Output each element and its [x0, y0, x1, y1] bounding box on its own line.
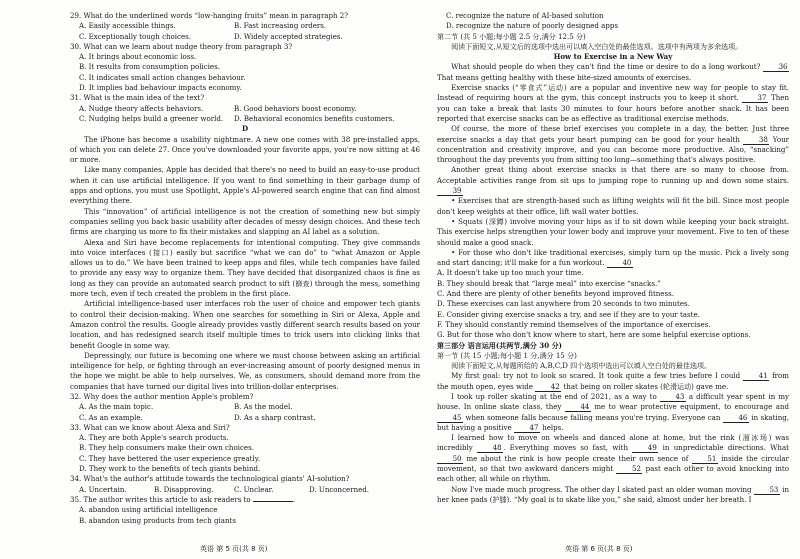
option: D. Unconcerned. — [309, 484, 370, 494]
option: E. Consider giving exercise snacks a try, and see if they are to your taste. — [437, 309, 700, 319]
question-34: 34. What's the author's attitude towards the technological giants' AI-solution? — [70, 474, 350, 484]
option: A. Uncertain. — [79, 484, 127, 494]
passage-text: in unpredictable directions. What — [662, 443, 790, 453]
blank-49: 49 — [632, 443, 658, 453]
question-32: 32. Why does the author mention Apple's problem? — [70, 391, 254, 401]
cloze-paragraph — [437, 392, 789, 433]
question-33: 33. What can we know about Alexa and Siri? — [70, 422, 230, 432]
option: D. It implies bad behaviour impacts economy. — [79, 83, 242, 93]
question-30: 30. What can we learn about nudge theory from paragraph 3? — [70, 41, 293, 51]
option: B. As the model. — [234, 402, 293, 412]
option: A. Nudge theory affects behaviors. — [79, 103, 204, 113]
part-3-heading: 第三部分 语言运用(共两节,满分 30 分) — [437, 340, 562, 350]
blank-38: 38 — [743, 135, 769, 145]
section-d-heading: D — [241, 124, 249, 134]
passage-text: a difficult year spent in my house. In online skate class, they — [437, 391, 789, 412]
right-column — [437, 11, 789, 505]
question-31-options-cd — [70, 114, 420, 124]
option: A. It doesn't take up too much your time. — [437, 268, 584, 278]
passage-paragraph: Artificial intelligence-based user interfaces rob the user of choice and empower tech giants to control their decision-making. When one searches for something in Siri or Alexa, Apple and Amazon control the results. Google already provides vastly different search results based on your location, and has redesigned search itself multiple times to trick users into clicking links that benefit Google in some way. — [70, 299, 420, 350]
blank-42: 42 — [535, 382, 561, 392]
cloze-paragraph — [437, 485, 789, 506]
passage-paragraph: Depressingly, our future is becoming one where we must choose between asking an artificial intelligence for help, or fighting through an ever-increasing amount of poorly designed menus in the hope we might be able to help ourselves. We, as consumers, should demand more from the companies that have turned our digital lives into trillion-dollar enterprises. — [70, 350, 420, 391]
section-2-instructions: 阅读下面短文,从短文后的选项中选出可以填入空白处的最佳选项。选项中有两项为多余选项。 — [451, 41, 743, 51]
cloze-paragraph — [437, 433, 789, 484]
passage-text: me to wear protective equipment, to encourage and — [594, 402, 789, 412]
passage-paragraph: Alexa and Siri have become replacements for intentional computing. They give commands into voice interfaces (接口) easily but sacrifice “what we can do” to “what Amazon or Apple allows us to do.” We have been trained to keep apps and files, while tech companies have failed to provide any easy way to organize them. They have decided that disorganized chaos is fine as long as they can provide an automated search product to sift (篩查) through the mess, something more tech, even if tech created the problem in the first place. — [70, 237, 420, 299]
page-footer-right: 英语 第 6 页(共 8 页) — [565, 545, 633, 553]
option: F. They should constantly remind themselves of the importance of exercises. — [437, 319, 711, 329]
option: C. Nudging helps build a greener world. — [79, 113, 224, 123]
option: B. They should break that “large meal” into exercise “snacks.” — [437, 278, 661, 288]
option: C. recognize the nature of AI-based solution — [446, 11, 604, 20]
option: D. Widely accepted strategies. — [234, 31, 343, 41]
passage-text: when someone falls because falling means you're trying. Everyone can — [465, 412, 721, 422]
blank-44: 44 — [565, 402, 591, 412]
passage-paragraph: This “innovation” of artificial intelligence is not the creation of something new but simply companies selling you back basic usability after decades of messy design choices. And these tech firms are charging us more to fix their mistakes and slapping an AI label as a solution. — [70, 206, 420, 237]
option: A. It brings about economic loss. — [79, 52, 197, 62]
option: C. It indicates small action changes behaviour. — [79, 72, 246, 82]
passage-text: Then you can take a break that lasts 30 minutes to four hours before another snack. It has been reported that exercise snacks can be as effective as traditional exercise methods. — [437, 93, 789, 123]
passage-text: that being on roller skates (轮滑运动) gave me. — [563, 381, 729, 391]
option: B. Good behaviors boost economy. — [234, 103, 357, 113]
blank-50: 50 — [437, 454, 463, 464]
passage-paragraph: The iPhone has become a usability nightmare. A new one comes with 38 pre-installed apps, of which you can delete 27. Once you've downloaded your favorite apps, you're now sitting at 46 or more. — [70, 134, 420, 165]
passage-text: Exercise snacks (“零食式”运动) are a popular and inventive new way for people to stay fit. Instead of requiring hours at the gym, this concept instructs you to keep it short. — [437, 83, 789, 103]
question-32-options-cd — [70, 413, 420, 423]
passage-paragraph: • Exercises that are strength-based such as lifting weights will fit the bill. Since most people don't keep weights at their office, lift wall water bottles. — [437, 196, 789, 216]
blank-48: 48 — [477, 443, 503, 453]
cloze-paragraph — [437, 371, 789, 392]
passage-text: helps. — [542, 422, 564, 432]
passage-text: I learned how to move on wheels and danced alone at home, but the rink (溜冰场) was incredibly — [437, 433, 789, 453]
passage-text: Now I've made much progress. The other day I skated past an older woman moving — [451, 484, 752, 494]
passage-text: • For those who don't like traditional exercises, simply turn up the music. Pick a lively song and start dancing; it'll make for a fun workout. — [437, 247, 789, 268]
passage-paragraph — [437, 124, 789, 165]
option: D. Behavioral economics benefits customers. — [234, 113, 395, 123]
blank-37: 37 — [742, 93, 768, 103]
blank-41: 41 — [743, 371, 769, 381]
option: C. And there are plenty of other benefits beyond improved fitness. — [437, 289, 674, 299]
blank-40: 40 — [607, 258, 633, 268]
blank-39: 39 — [437, 186, 463, 196]
option: B. It results from consumption policies. — [79, 62, 220, 72]
option: B. They help consumers make their own choices. — [79, 443, 254, 453]
option: C. Exceptionally tough choices. — [79, 31, 192, 41]
question-29-options-ab — [70, 21, 420, 31]
answer-blank — [253, 501, 293, 502]
passage-text: Another great thing about exercise snacks is that there are so many to choose from. Acceptable activities range from sit ups to jumping rope to running up and down some stairs. — [437, 165, 789, 185]
option: D. As a sharp contrast. — [234, 412, 316, 422]
option: A. abandon using artificial intelligence — [79, 505, 218, 515]
option: D. They work to the benefits of tech giants behind. — [79, 464, 261, 474]
passage-text: What should people do when they can't find the time or desire to do a long workout? — [451, 62, 761, 72]
question-29-options-cd — [70, 32, 420, 42]
option: A. As the main topic. — [79, 402, 154, 412]
blank-45: 45 — [437, 413, 463, 423]
blank-36: 36 — [763, 62, 789, 72]
option: B. Disapproving. — [154, 484, 214, 494]
question-31: 31. What is the main idea of the text? — [70, 93, 205, 103]
passage-text: My first goal: try not to look so scared. It took quite a few tries before I could — [451, 371, 741, 381]
blank-46: 46 — [723, 413, 749, 423]
part-3-section-1-title: 第一节 (共 15 小题;每小题 1 分,满分 15 分) — [437, 350, 577, 360]
passage-paragraph: Like many companies, Apple has decided that there's no need to build an easy-to-use product when it can use artificial intelligence. If you want to find something in their garbage dump of apps and options, you must use Spotlight, Apple's AI-powered search engine that can find almost everything there. — [70, 165, 420, 206]
blank-43: 43 — [660, 392, 686, 402]
option: B. abandon using products from tech giants — [79, 515, 236, 525]
option: G. But for those who don't know where to start, here are some helpful exercise options. — [437, 330, 751, 340]
passage-text: from the mouth open, eyes wide — [437, 371, 789, 391]
option: C. They have bettered the user experience greatly. — [79, 453, 261, 463]
option: D. recognize the nature of poorly designed apps — [446, 21, 618, 31]
option: A. They are both Apple's search products. — [79, 433, 229, 443]
question-34-options — [70, 485, 420, 495]
section-2-title: 第二节 (共 5 小题;每小题 2.5 分,满分 12.5 分) — [437, 31, 586, 41]
passage-paragraph: • Squats (深蹲) involve moving your hips as if to sit down while keeping your back straight. This exercise helps strengthen your lower body and improve your movement. Five to ten of these should make a good snack. — [437, 216, 789, 247]
part-3-instructions: 阅读下面短文,从每题所给的 A,B,C,D 四个选项中选出可以填入空白处的最佳选项。 — [451, 361, 712, 371]
passage-paragraph — [437, 83, 789, 124]
passage-paragraph — [437, 165, 789, 196]
option: D. These exercises can last anywhere from 20 seconds to two minutes. — [437, 299, 690, 309]
passage-text: in skating, but having a positive — [437, 412, 789, 432]
question-31-options-ab — [70, 104, 420, 114]
option: C. As an example. — [79, 412, 143, 422]
option: C. Unclear. — [234, 484, 274, 494]
passage-title: How to Exercise in a New Way — [553, 52, 673, 62]
passage-text: inside the circular movement, so that two awkward dancers might — [437, 453, 790, 474]
passage-text: past each other to avoid knocking into each other, all while on rhythm. — [437, 464, 789, 484]
option: B. Fast increasing orders. — [234, 21, 327, 31]
blank-53: 53 — [754, 485, 780, 495]
passage-paragraph — [437, 248, 789, 269]
question-35-text: 35. The author writes this article to ask readers to — [70, 494, 251, 504]
passage-text: Your concentration and creativity improve, and you can become more productive. Also, “snacking” throughout the day prevents you from sitting too long—something that's always positive. — [437, 134, 789, 165]
question-29: 29. What do the underlined words “low-hanging fruits” mean in paragraph 2? — [70, 11, 349, 20]
passage-text: Of course, the more of these brief exercises you complete in a day, the better. Just three exercise snacks a day that gets your heart pumping can be good for your health — [437, 124, 789, 144]
page-footer-left: 英语 第 5 页(共 8 页) — [200, 545, 268, 553]
blank-51: 51 — [692, 454, 718, 464]
blank-52: 52 — [616, 464, 642, 474]
passage-text: me about the rink is how people create their own sence of — [466, 453, 689, 463]
option: A. Easily accessible things. — [79, 21, 176, 31]
left-column — [70, 11, 420, 526]
question-32-options-ab — [70, 402, 420, 412]
blank-47: 47 — [514, 423, 540, 433]
passage-paragraph — [437, 62, 789, 83]
passage-text: That means getting healthy with these bite-sized amounts of exercises. — [437, 72, 692, 82]
question-35: 35. The author writes this article to ask readers to . — [70, 494, 296, 504]
passage-text: . Everything moves so fast, with — [503, 443, 628, 453]
passage-text: I took up roller skating at the end of 2021, as a way to — [451, 391, 657, 401]
passage-text: in her knee pads (护膝). “My goal is to skate like you,” she said, almost under her breath. I — [437, 484, 789, 504]
